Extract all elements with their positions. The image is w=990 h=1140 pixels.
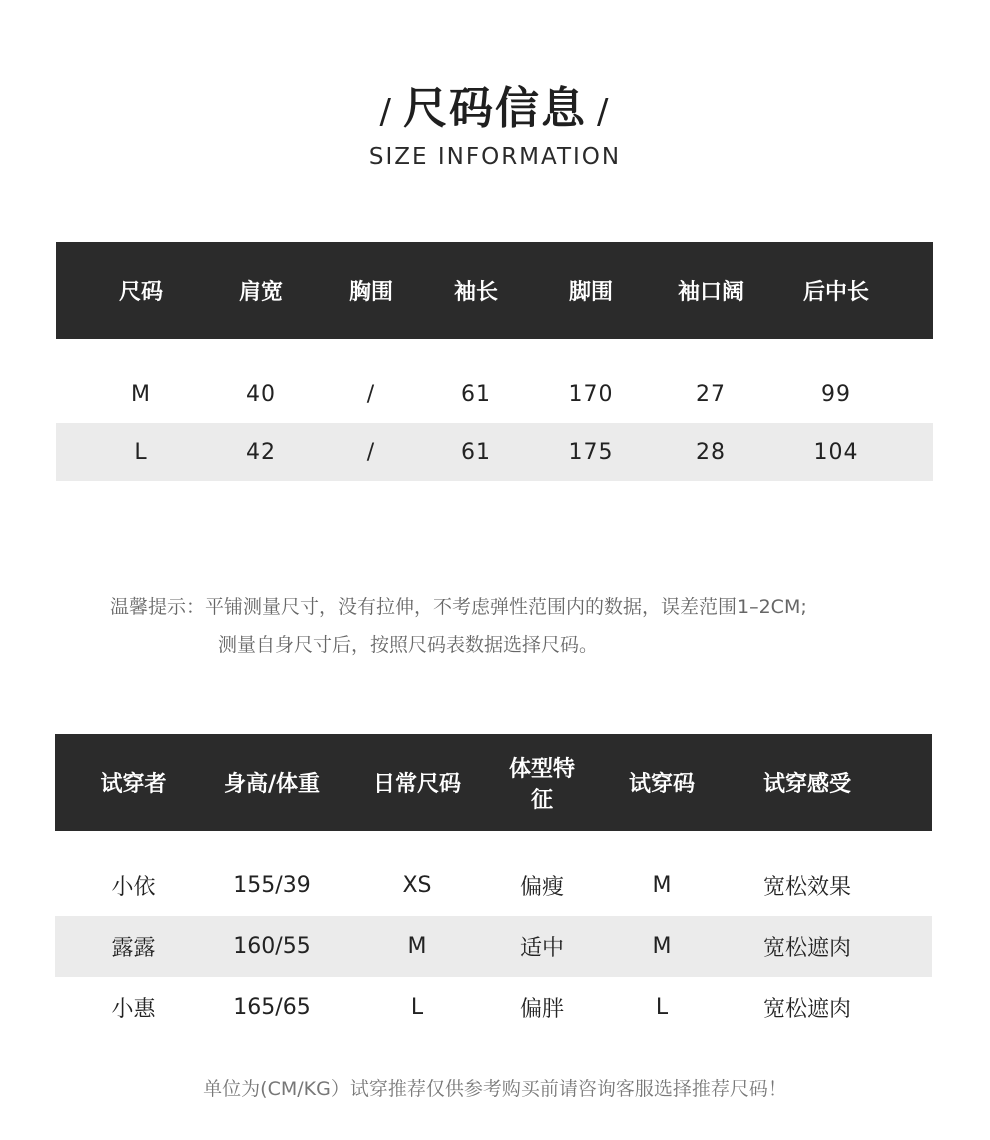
table-row [56, 365, 933, 423]
table-cell: 104 [813, 439, 859, 465]
measurement-tip [110, 588, 910, 664]
table-cell: 适中 [519, 936, 564, 961]
table-cell: 170 [568, 381, 614, 407]
header-cell: 试穿码 [628, 772, 695, 797]
table-cell: M [652, 873, 672, 898]
table-cell: 160/55 [233, 934, 311, 959]
table-cell: M [131, 381, 151, 407]
table-cell: 99 [821, 381, 851, 407]
header-cell: 日常尺码 [372, 772, 461, 797]
size-table [56, 242, 933, 481]
header-cell: 袖口阔 [677, 280, 744, 305]
table-cell: 宽松遮肉 [762, 936, 851, 961]
table-cell: 42 [246, 439, 276, 465]
size-table-header [56, 242, 933, 339]
header-cell: 试穿感受 [762, 772, 851, 797]
table-cell: 28 [696, 439, 726, 465]
header-cell: 后中长 [802, 280, 869, 305]
table-cell: M [652, 934, 672, 959]
table-cell: / [366, 439, 376, 465]
table-cell: L [655, 995, 669, 1020]
header-cell: 袖长 [453, 280, 498, 305]
header-cell: 身高/体重 [223, 772, 321, 797]
title [0, 72, 990, 136]
table-cell: 宽松效果 [762, 875, 851, 900]
subtitle: SIZE INFORMATION [368, 144, 622, 170]
table-cell: 61 [461, 439, 491, 465]
header-cell: 肩宽 [238, 280, 283, 305]
table-cell: 露露 [111, 936, 156, 961]
table-cell: 40 [246, 381, 276, 407]
header-cell: 胸围 [348, 280, 393, 305]
try-on-table-header [55, 734, 932, 831]
title-text: 尺码信息 [403, 83, 587, 134]
table-cell: 27 [696, 381, 726, 407]
header-cell: 试穿者 [100, 772, 167, 797]
table-row [56, 423, 933, 481]
table-cell: 61 [461, 381, 491, 407]
table-row [55, 916, 932, 977]
table-cell: 偏胖 [519, 997, 564, 1022]
table-cell: 165/65 [233, 995, 311, 1020]
table-cell: L [134, 439, 148, 465]
footer-note: 单位为(CM/KG）试穿推荐仅供参考购买前请咨询客服选择推荐尺码！ [203, 1078, 787, 1100]
table-cell: 155/39 [233, 873, 311, 898]
table-cell: XS [402, 873, 432, 898]
try-on-table [55, 734, 932, 1038]
header-cell: 脚围 [568, 280, 613, 305]
table-cell: L [410, 995, 424, 1020]
title-slash-left: / [379, 92, 393, 132]
table-cell: 175 [568, 439, 614, 465]
table-row [55, 977, 932, 1038]
table-row [55, 855, 932, 916]
table-cell: M [407, 934, 427, 959]
tip-line-1: 温馨提示：平铺测量尺寸，没有拉伸，不考虑弹性范围内的数据，误差范围1–2CM; [110, 596, 807, 618]
tip-line-2: 测量自身尺寸后，按照尺码表数据选择尺码。 [218, 634, 599, 656]
header-cell: 尺码 [118, 280, 163, 305]
table-cell: 偏瘦 [519, 875, 564, 900]
table-cell: 小依 [111, 875, 156, 900]
table-cell: 小惠 [111, 997, 156, 1022]
header-cell: 体型特征 [508, 756, 575, 813]
table-cell: / [366, 381, 376, 407]
table-cell: 宽松遮肉 [762, 997, 851, 1022]
title-slash-right: / [597, 92, 611, 132]
